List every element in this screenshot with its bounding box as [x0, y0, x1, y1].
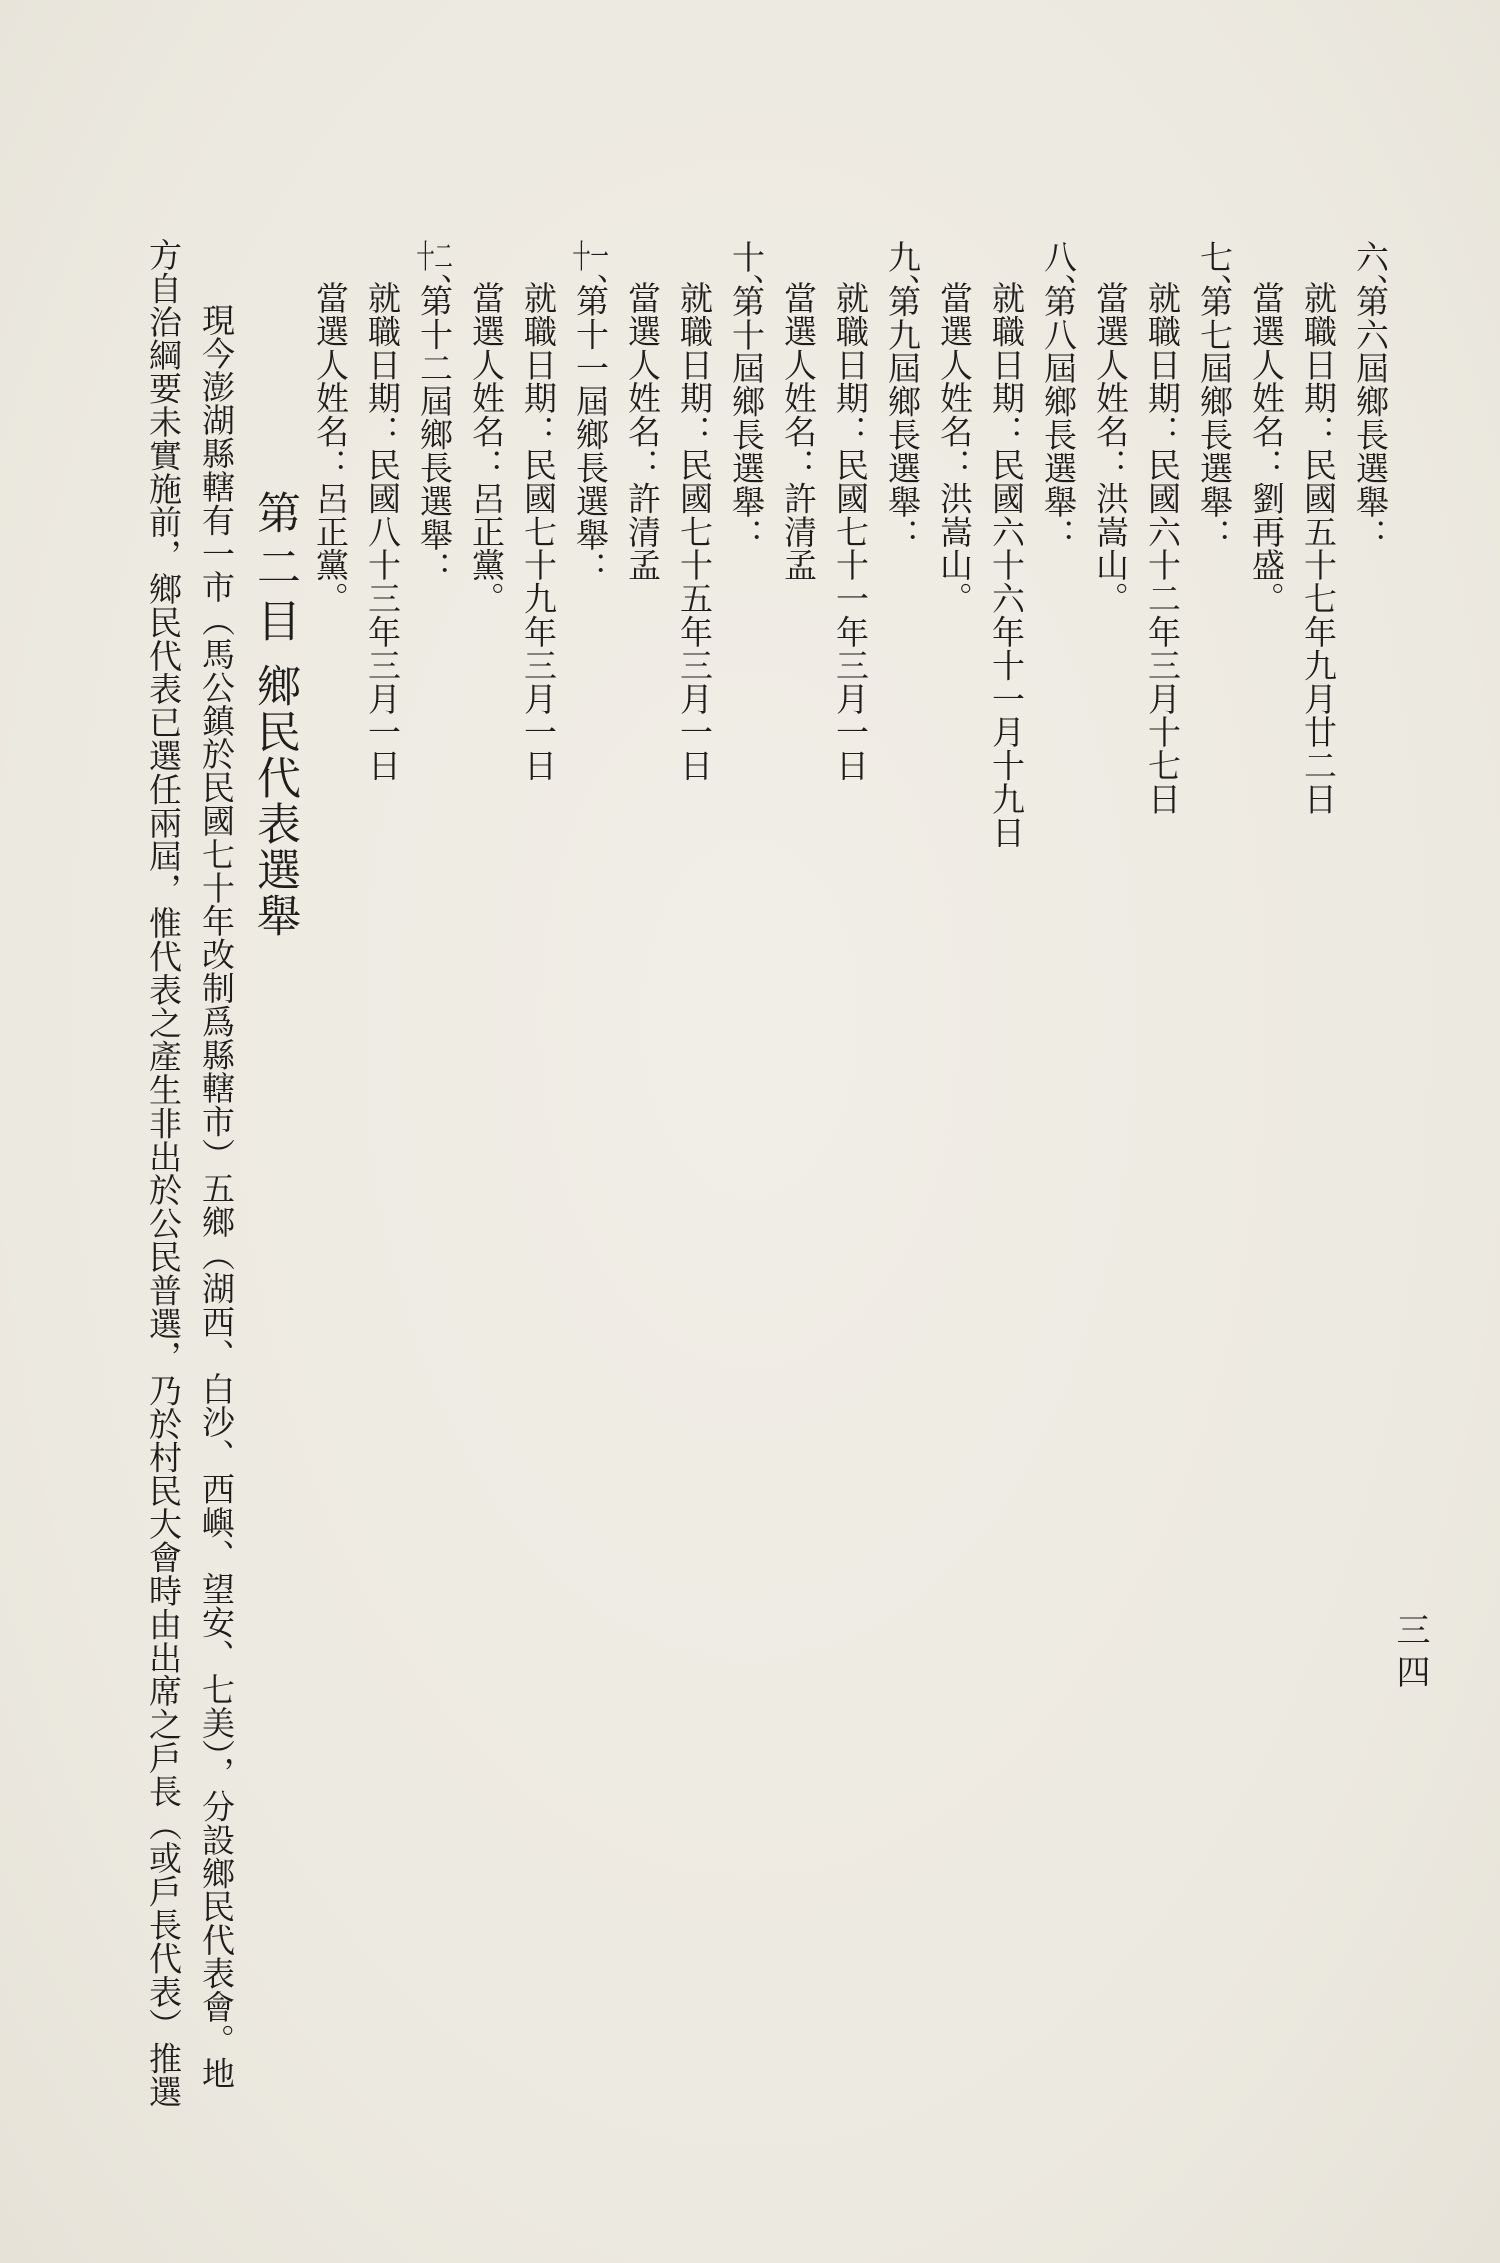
heading-number: 八	[1039, 240, 1078, 274]
election-heading	[1032, 0, 1084, 2263]
heading-title: 第七屆鄉長選舉：	[1195, 284, 1234, 552]
heading-number: 十	[727, 240, 766, 274]
elected-name: 當選人姓名：洪嵩山。	[935, 281, 974, 615]
heading-separator: 、	[1039, 273, 1078, 285]
paragraph-line: 現今澎湖縣轄有一市（馬公鎮於民國七十年改制爲縣轄市）五鄉（湖西、白沙、西嶼、望安、七美），分設鄉民代表會。地	[197, 303, 236, 2091]
inauguration-date: 就職日期：民國六十二年三月十七日	[1143, 281, 1182, 816]
inauguration-date: 就職日期：民國八十三年三月一日	[363, 281, 402, 782]
election-heading	[1188, 0, 1240, 2263]
elected-name: 當選人姓名：劉再盛。	[1247, 281, 1286, 615]
heading-number: 十二	[416, 240, 453, 273]
election-heading	[408, 0, 460, 2263]
heading-separator: 、	[571, 273, 610, 284]
heading-title: 第十二屆鄉長選舉：	[415, 284, 454, 585]
heading-title: 第八屆鄉長選舉：	[1039, 284, 1078, 552]
section-heading	[244, 0, 304, 2263]
heading-number: 六	[1351, 240, 1390, 274]
election-heading	[876, 0, 928, 2263]
section-title: 鄉民代表選舉	[249, 663, 300, 939]
inauguration-date: 就職日期：民國五十七年九月廿二日	[1299, 281, 1338, 816]
heading-separator: 、	[1351, 273, 1390, 285]
heading-title: 第九屆鄉長選舉：	[883, 284, 922, 552]
section-number: 第二目	[249, 490, 300, 652]
heading-separator: 、	[727, 273, 766, 285]
elected-name: 當選人姓名：許清孟	[623, 281, 662, 582]
heading-title: 第六屆鄉長選舉：	[1351, 284, 1390, 552]
heading-separator: 、	[883, 273, 922, 285]
election-heading	[564, 0, 616, 2263]
page-number: 三四	[1390, 1612, 1430, 1696]
elected-name: 當選人姓名：呂正黨。	[311, 281, 350, 615]
heading-number: 十一	[572, 240, 609, 273]
heading-title: 第十一屆鄉長選舉：	[571, 284, 610, 585]
election-heading	[720, 0, 772, 2263]
election-heading	[1344, 0, 1396, 2263]
inauguration-date: 就職日期：民國七十一年三月一日	[831, 281, 870, 782]
vertical-text-body	[138, 0, 1396, 2263]
paragraph-line: 方自治綱要未實施前，鄉民代表已選任兩屆，惟代表之產生非出於公民普選，乃於村民大會時由出席之戶長（或戶長代表）推選	[144, 238, 183, 2109]
inauguration-date: 就職日期：民國六十六年十一月十九日	[987, 281, 1026, 849]
heading-title: 第十屆鄉長選舉：	[727, 284, 766, 552]
inauguration-date: 就職日期：民國七十五年三月一日	[675, 281, 714, 782]
heading-number: 七	[1195, 240, 1234, 274]
elected-name: 當選人姓名：呂正黨。	[467, 281, 506, 615]
elected-name: 當選人姓名：洪嵩山。	[1091, 281, 1130, 615]
heading-separator: 、	[415, 273, 454, 284]
heading-separator: 、	[1195, 273, 1234, 285]
elected-name: 當選人姓名：許清孟	[779, 281, 818, 582]
heading-number: 九	[883, 240, 922, 274]
inauguration-date: 就職日期：民國七十九年三月一日	[519, 281, 558, 782]
